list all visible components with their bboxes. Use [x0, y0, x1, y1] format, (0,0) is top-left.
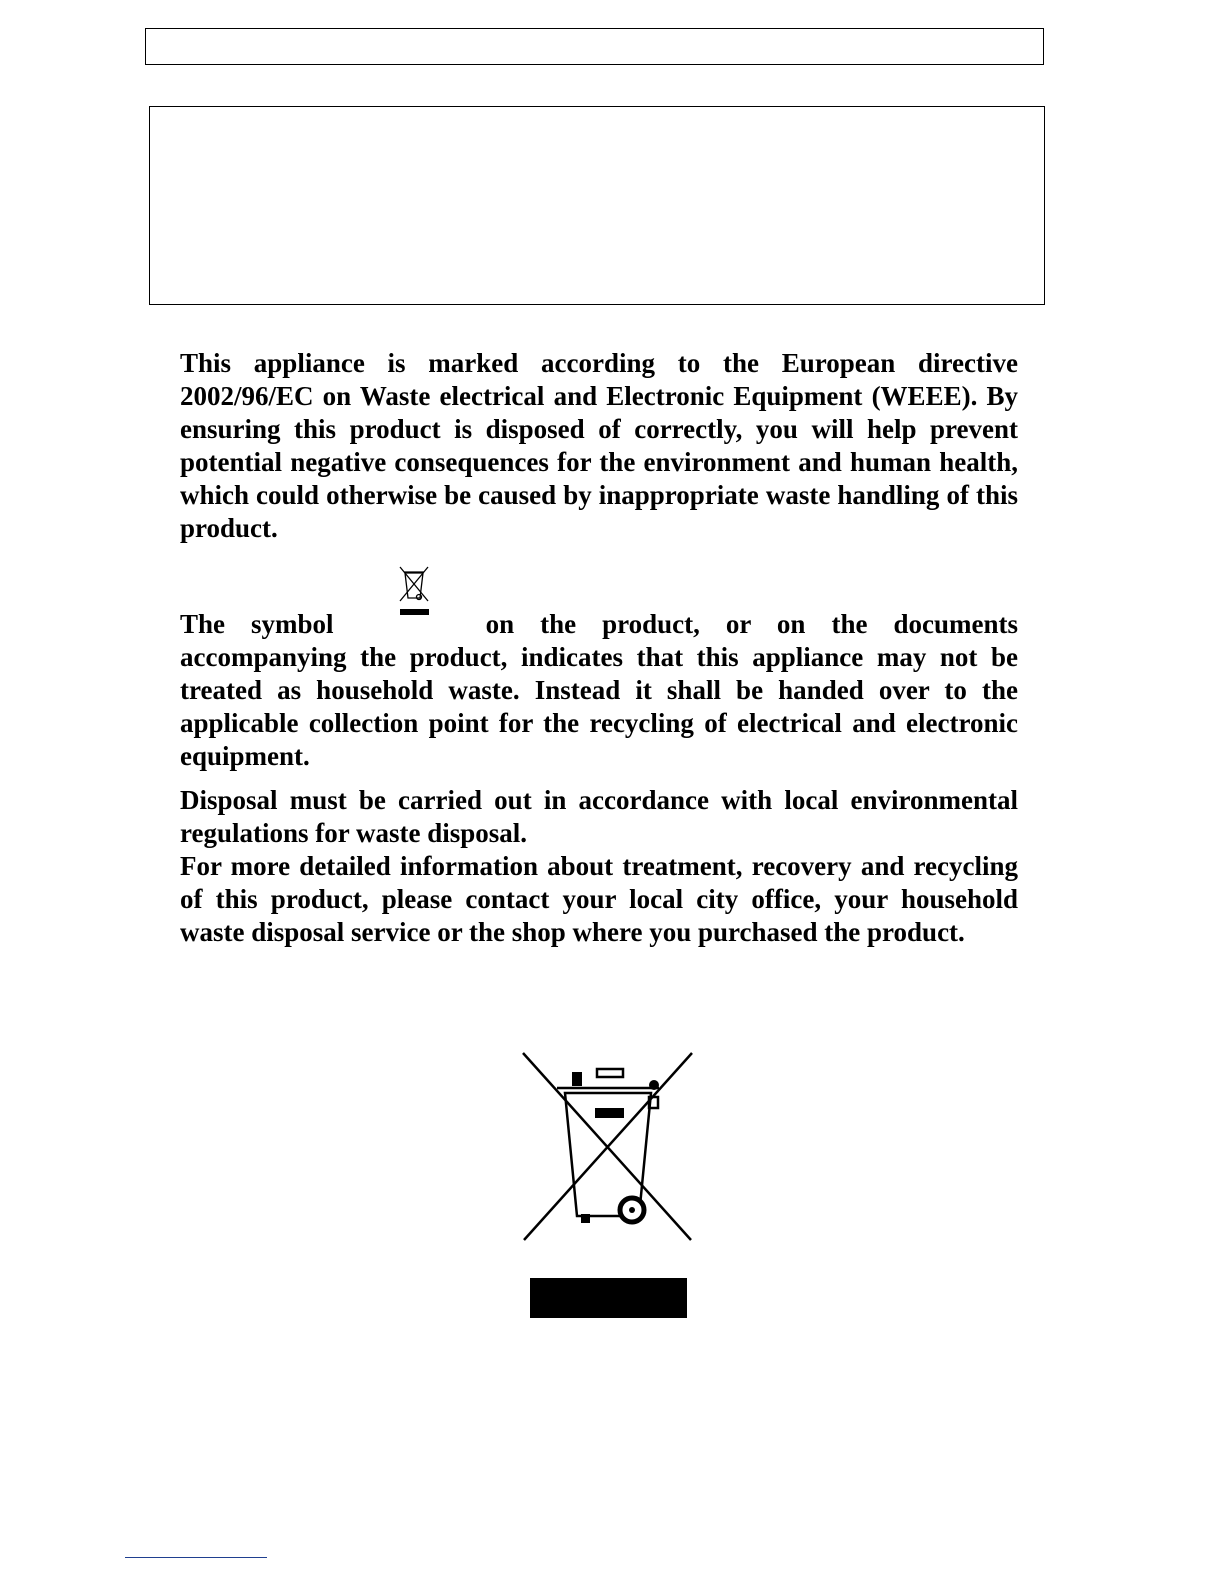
- paragraph-symbol-meaning: [180, 589, 1018, 773]
- symbol-text-after: on the product, or on the documents accompanying the product, indicates that this appliance may not be treated as household waste. Instead it shall be handed over to the applicable collection point for the recycling of electrical and electronic equipment.: [180, 609, 1018, 771]
- symbol-text-before: The symbol: [180, 609, 334, 639]
- header-frame: [149, 106, 1045, 305]
- footer-rule: [125, 1557, 267, 1558]
- paragraph-more-info: For more detailed information about treatment, recovery and recycling of this product, please contact your local city office, your household waste disposal service or the shop where you purchased the product.: [180, 851, 1018, 947]
- header-frame-top: [145, 28, 1044, 65]
- paragraph-weee-intro: This appliance is marked according to the European directive 2002/96/EC on Waste electrical and Electronic Equipment (WEEE). By ensuring this product is disposed of correctly, you will help prevent potential negative consequences for the environment and human health, which could otherwise be caused by inappropriate waste handling of this product.: [180, 348, 1018, 543]
- paragraph-disposal: Disposal must be carried out in accordance with local environmental regulations for waste disposal.: [180, 785, 1018, 848]
- weee-bin-icon-inline: [396, 589, 434, 641]
- weee-bin-icon-large: [519, 1048, 697, 1323]
